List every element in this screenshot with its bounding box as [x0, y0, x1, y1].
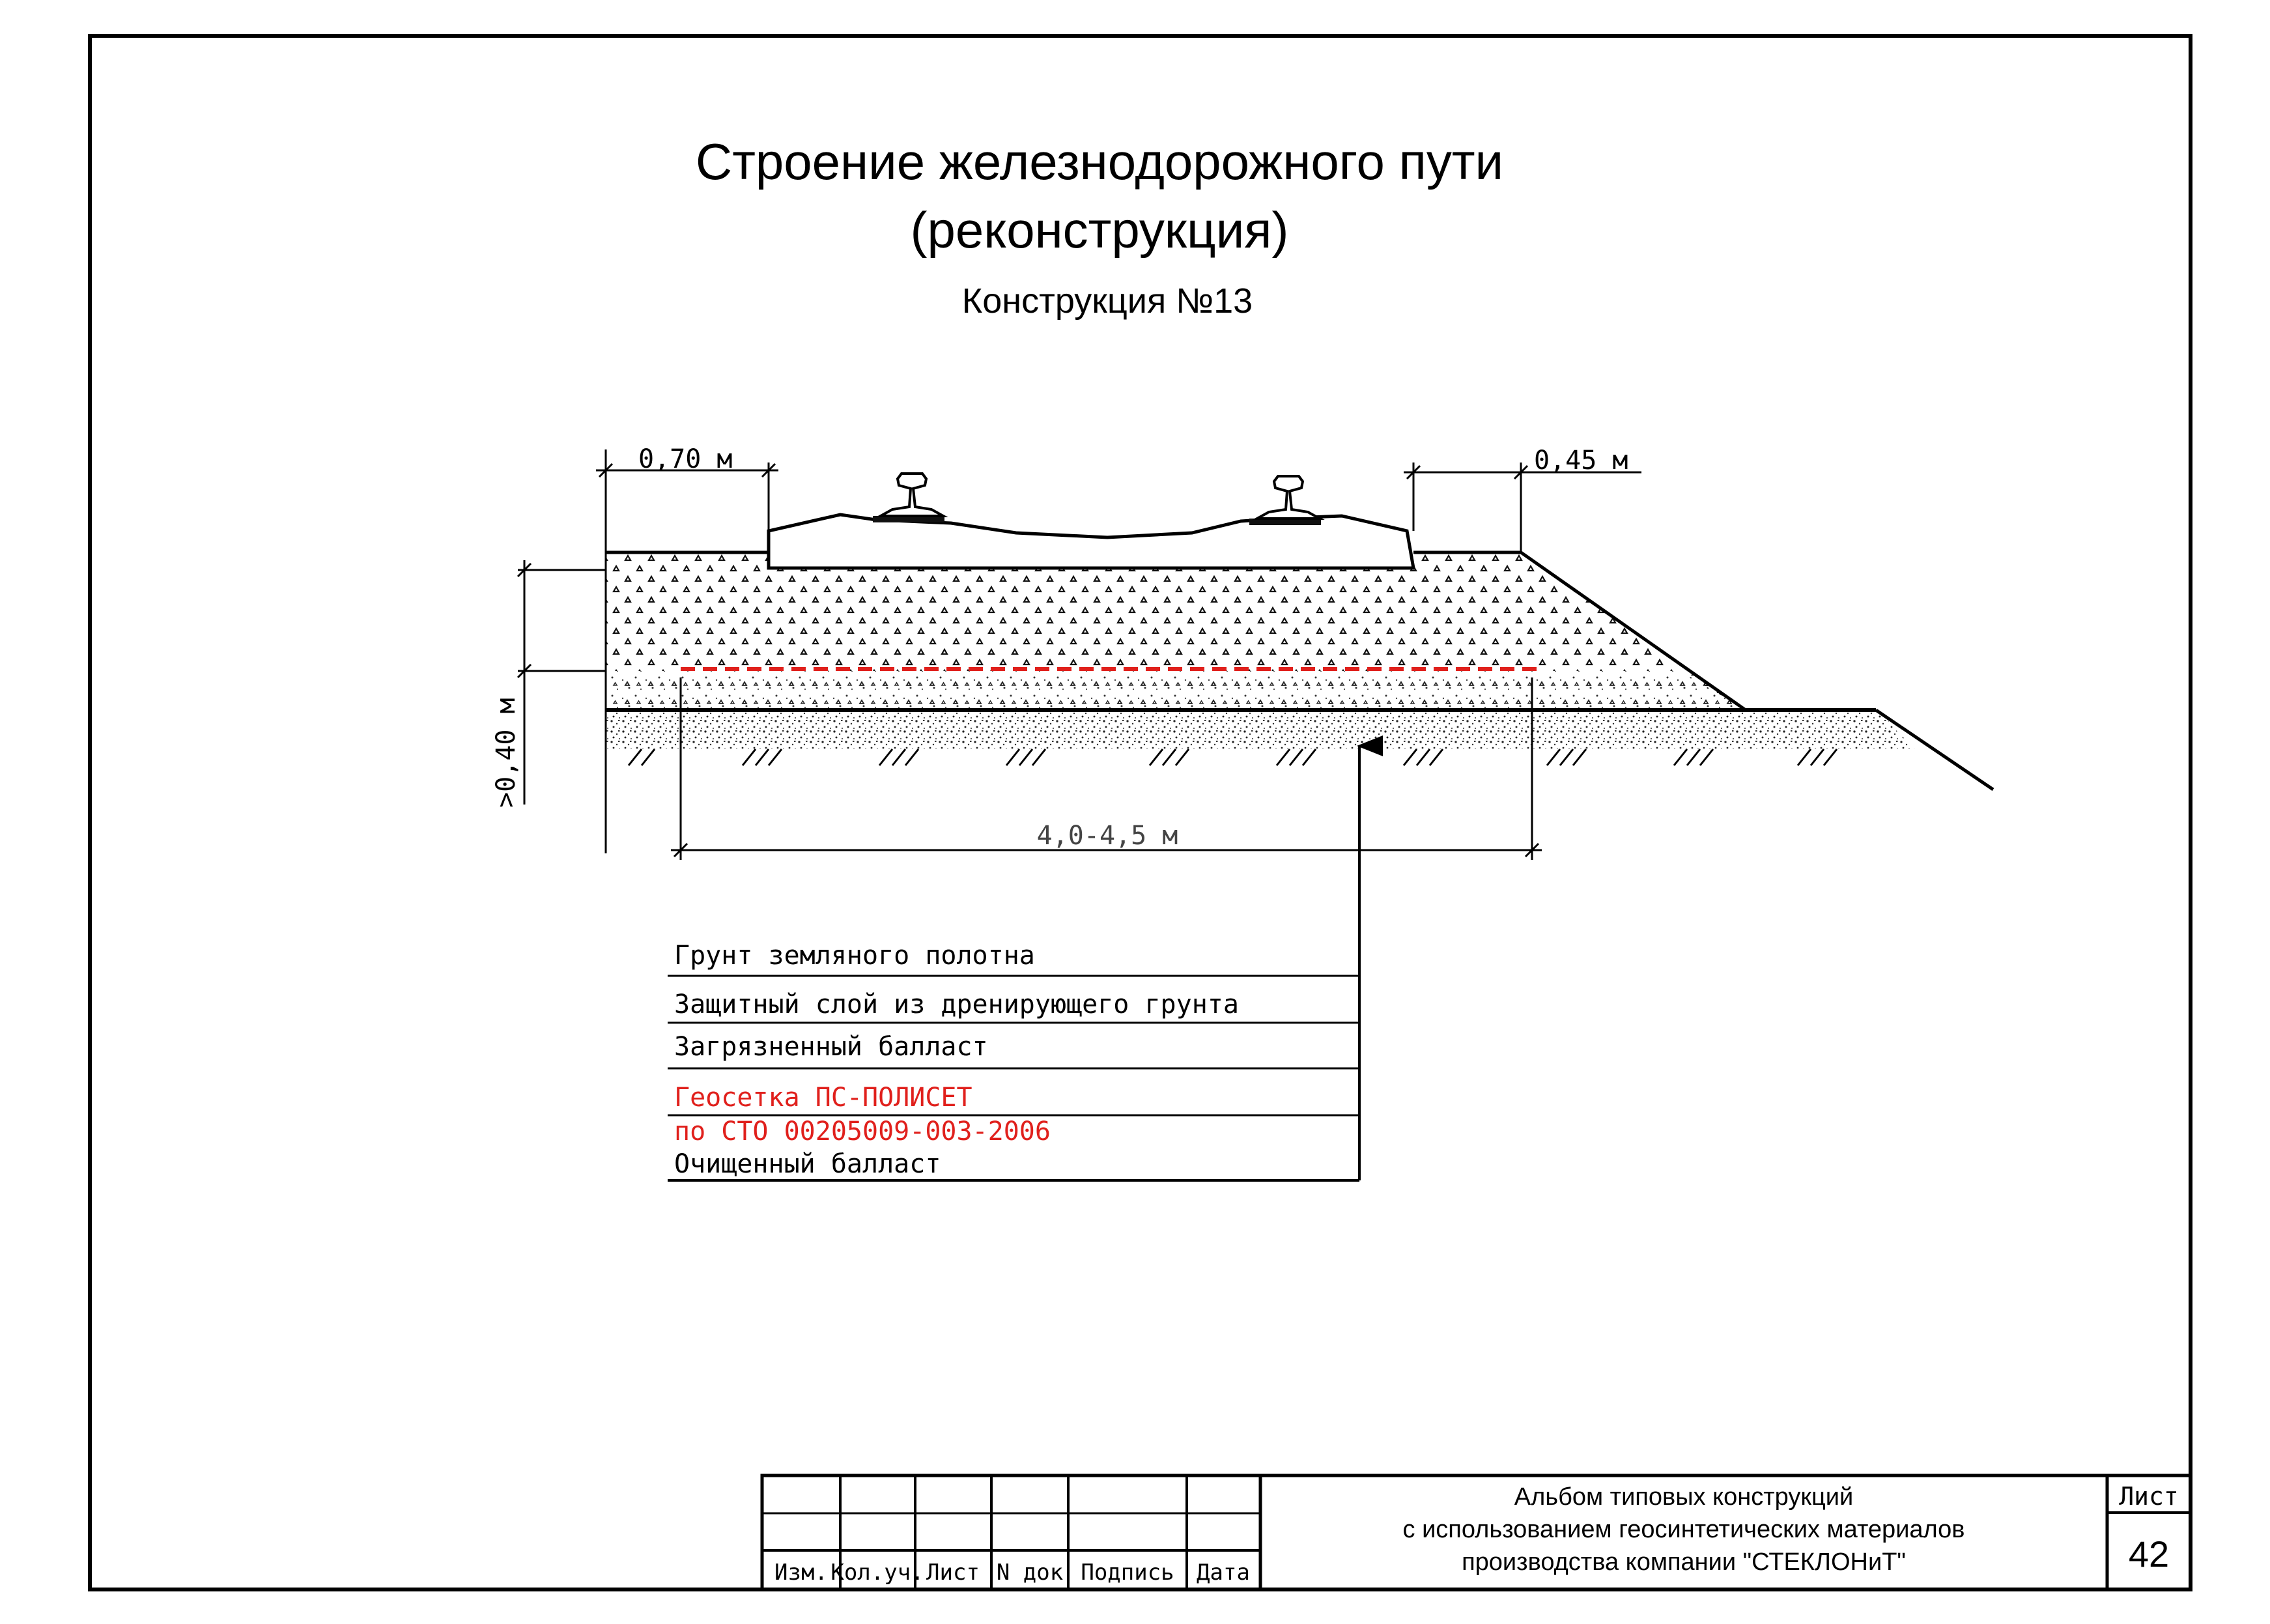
construction-number: Конструкция №13: [961, 281, 1253, 321]
legend-geogrid-standard: по СТО 00205009-003-2006: [674, 1117, 1051, 1147]
album-title-line2: с использованием геосинтетических материалов: [1402, 1516, 1965, 1543]
legend-cleaned-ballast: Очищенный балласт: [674, 1149, 941, 1179]
dimension-left-shoulder: 0,70 м: [638, 444, 733, 474]
stamp-header-count: Кол.уч.: [830, 1560, 924, 1586]
sheet-number: 42: [2128, 1533, 2170, 1574]
drawing-title: Строение железнодорожного пути: [695, 133, 1504, 190]
soil-hatching: [629, 749, 1837, 765]
drawing-title-line2: (реконструкция): [910, 201, 1289, 259]
sheet-frame: [90, 36, 2191, 1589]
legend-protective-layer: Защитный слой из дренирующего грунта: [674, 990, 1239, 1019]
stamp-header-signature: Подпись: [1081, 1560, 1174, 1586]
rail-left: [873, 474, 944, 522]
sheet-label: Лист: [2119, 1482, 2179, 1511]
dimension-width: 4,0-4,5 м: [1036, 821, 1178, 851]
rail-right: [1249, 476, 1321, 525]
legend-geogrid: Геосетка ПС-ПОЛИСЕТ: [674, 1083, 972, 1113]
stamp-header-date: Дата: [1197, 1560, 1250, 1586]
album-title-line3: производства компании "СТЕКЛОНиТ": [1462, 1548, 1906, 1576]
stamp-header-sheet: Лист: [926, 1560, 980, 1586]
dimension-right-shoulder: 0,45 м: [1534, 446, 1628, 476]
embankment-slope: [1876, 710, 1993, 790]
stamp-header-change: Изм.: [774, 1560, 828, 1586]
legend-subgrade-soil: Грунт земляного полотна: [674, 941, 1035, 971]
legend-contaminated-ballast: Загрязненный балласт: [674, 1032, 988, 1062]
cross-section: [606, 474, 1993, 790]
album-title-line1: Альбом типовых конструкций: [1514, 1483, 1854, 1511]
stamp-header-doc: N док: [996, 1560, 1064, 1586]
dimension-depth: >0,40 м: [491, 698, 521, 808]
contaminated-ballast-layer: [606, 671, 1746, 710]
